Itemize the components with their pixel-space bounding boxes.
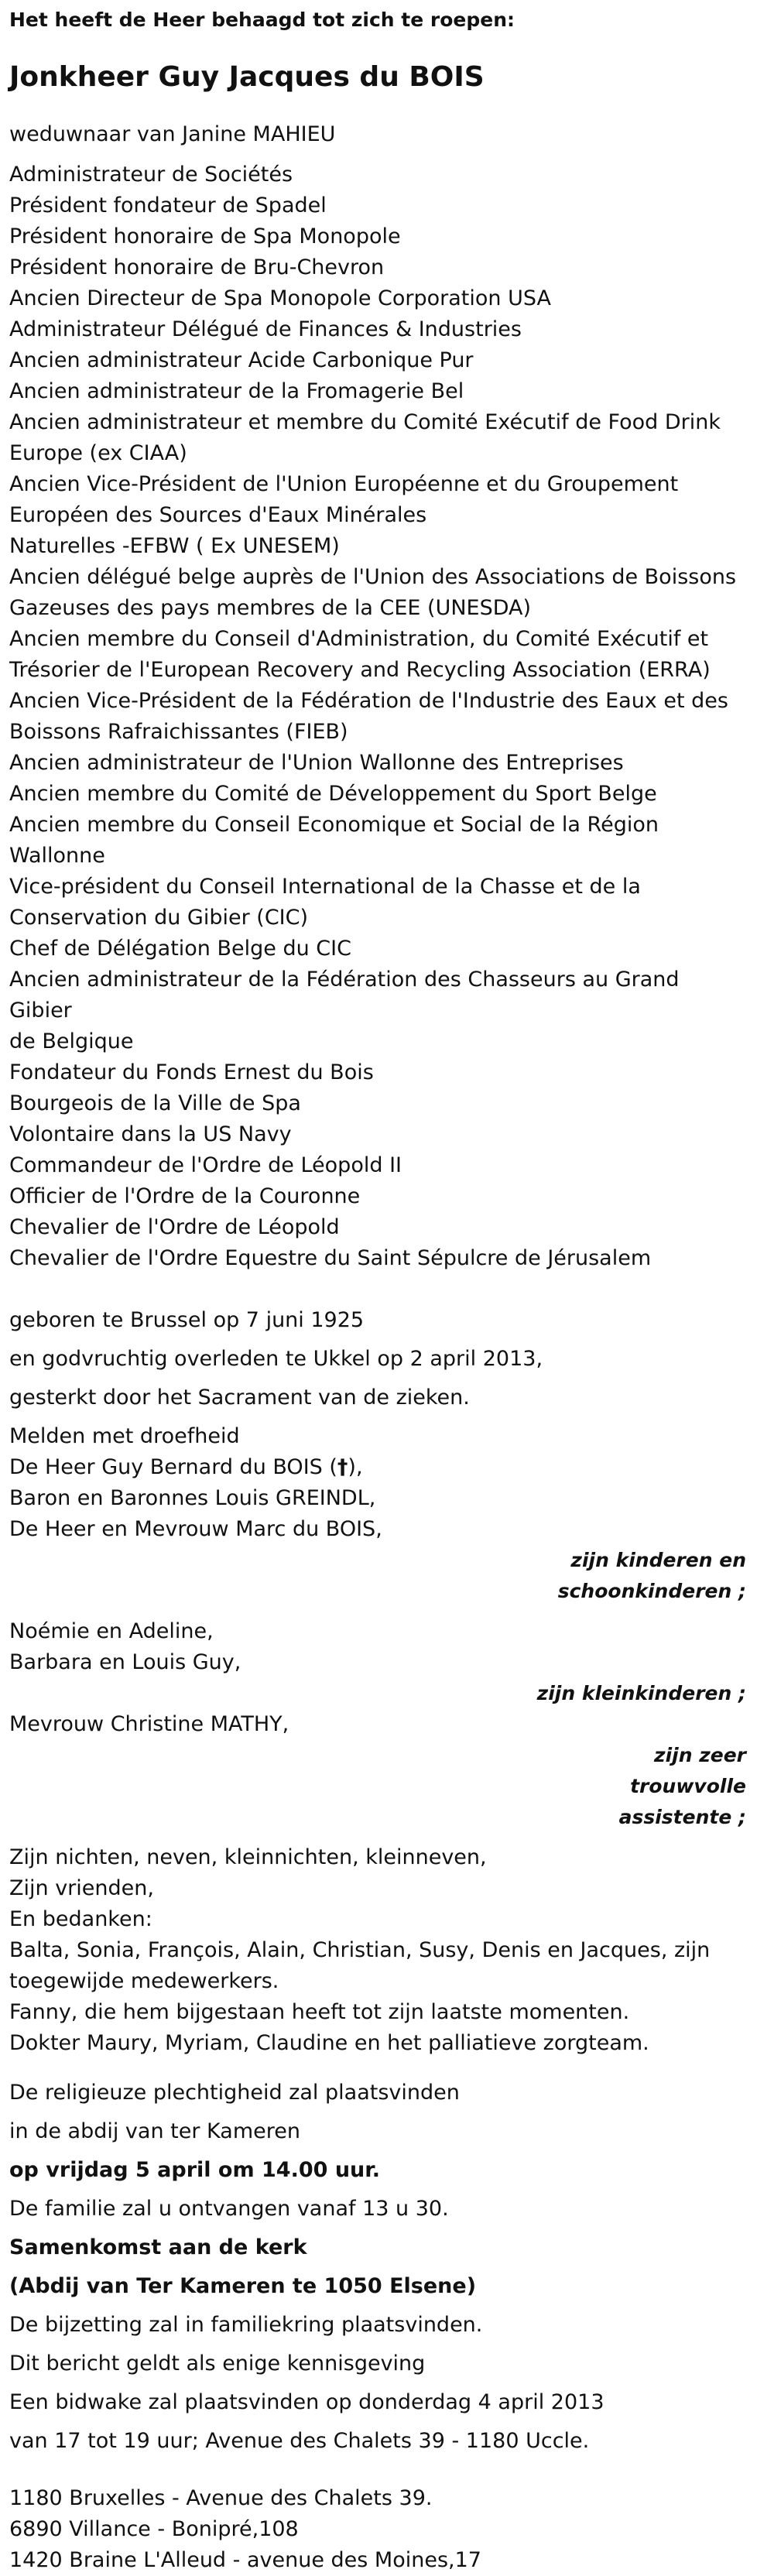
intro-text: Het heeft de Heer behaagd tot zich te roepen: — [9, 9, 515, 31]
title-line: Président honoraire de Bru-Chevron — [9, 255, 385, 279]
ceremony-line: in de abdij van ter Kameren — [9, 2119, 300, 2143]
title-line: Ancien administrateur de la Fromagerie Bel — [9, 379, 464, 403]
title-line: Ancien délégué belge auprès de l'Union des Associations de Boissons — [9, 565, 737, 589]
title-line: Ancien Vice-Président de la Fédération de l'Industrie des Eaux et des — [9, 689, 728, 713]
relatives-line: toegewijde medewerkers. — [9, 1969, 279, 1993]
title-line: Ancien administrateur de l'Union Wallonne des Entreprises — [9, 751, 624, 775]
grandchild-line: Noémie en Adeline, — [9, 1619, 214, 1643]
relatives-line: Dokter Maury, Myriam, Claudine en het palliatieve zorgteam. — [9, 2031, 649, 2055]
title-line: Boissons Rafraichissantes (FIEB) — [9, 720, 348, 744]
title-line: Ancien Directeur de Spa Monopole Corporation USA — [9, 286, 551, 310]
addresses-block — [9, 2483, 746, 2576]
ceremony-line: De religieuze plechtigheid zal plaatsvinden — [9, 2081, 460, 2105]
death-line: en godvruchtig overleden te Ukkel op 2 april 2013, — [9, 1347, 543, 1371]
assistant-label: assistente ; — [618, 1806, 746, 1828]
title-line: Naturelles -EFBW ( Ex UNESEM) — [9, 534, 340, 558]
assistant-line: Mevrouw Christine MATHY, — [9, 1712, 289, 1736]
title-line: Conservation du Gibier (CIC) — [9, 906, 309, 930]
title-line: Fondateur du Fonds Ernest du Bois — [9, 1060, 374, 1084]
child-line: Baron en Baronnes Louis GREINDL, — [9, 1486, 376, 1510]
children-label: zijn kinderen en — [570, 1549, 746, 1571]
ceremony-line-bold: op vrijdag 5 april om 14.00 uur. — [9, 2158, 380, 2182]
title-line: Président honoraire de Spa Monopole — [9, 224, 401, 248]
title-line: Ancien Vice-Président de l'Union Européenne et du Groupement — [9, 472, 679, 496]
grandchild-line: Barbara en Louis Guy, — [9, 1650, 241, 1674]
title-line: Gazeuses des pays membres de la CEE (UNESDA) — [9, 596, 532, 620]
grandchildren-label: zijn kleinkinderen ; — [536, 1682, 746, 1704]
title-line: Européen des Sources d'Eaux Minérales — [9, 503, 427, 527]
ceremony-block — [9, 2078, 746, 2457]
address-line: 1420 Braine L'Alleud - avenue des Moines,17 — [9, 2548, 481, 2572]
title-line: de Belgique — [9, 1029, 134, 1053]
title-line: Bourgeois de la Ville de Spa — [9, 1091, 301, 1115]
birth-line: geboren te Brussel op 7 juni 1925 — [9, 1308, 365, 1332]
ceremony-line: Een bidwake zal plaatsvinden op donderdag 4 april 2013 — [9, 2390, 604, 2414]
title-line: Europe (ex CIAA) — [9, 441, 187, 465]
title-line: Chevalier de l'Ordre Equestre du Saint Sépulcre de Jérusalem — [9, 1246, 652, 1270]
relatives-line: Zijn vrienden, — [9, 1876, 154, 1900]
deceased-name: Jonkheer Guy Jacques du BOIS — [9, 61, 485, 93]
child-line — [9, 1452, 746, 1483]
title-line: Ancien administrateur de la Fédération des Chasseurs au Grand Gibier — [9, 968, 680, 1023]
address-line: 1180 Bruxelles - Avenue des Chalets 39. — [9, 2486, 433, 2510]
assistant-label: trouwvolle — [630, 1775, 746, 1797]
title-line: Ancien membre du Conseil Economique et Social de la Région Wallonne — [9, 813, 659, 868]
title-line: Chef de Délégation Belge du CIC — [9, 937, 351, 961]
cross-icon: † — [337, 1455, 348, 1479]
assistant-label: zijn zeer — [654, 1744, 746, 1766]
title-line: Ancien membre du Comité de Développement du Sport Belge — [9, 782, 657, 806]
relatives-line: En bedanken: — [9, 1907, 152, 1931]
titles-list — [9, 159, 746, 1274]
title-line: Trésorier de l'European Recovery and Recycling Association (ERRA) — [9, 658, 711, 682]
widower-line: weduwnaar van Janine MAHIEU — [9, 122, 336, 146]
relatives-line: Balta, Sonia, François, Alain, Christian, Susy, Denis en Jacques, zijn — [9, 1938, 711, 1962]
ceremony-line: van 17 tot 19 uur; Avenue des Chalets 39 - 1180 Uccle. — [9, 2429, 590, 2453]
title-line: Vice-président du Conseil International de la Chasse et de la — [9, 875, 641, 899]
ceremony-line-bold: Samenkomst aan de kerk — [9, 2235, 307, 2259]
title-line: Chevalier de l'Ordre de Léopold — [9, 1215, 340, 1239]
ceremony-line-bold: (Abdij van Ter Kameren te 1050 Elsene) — [9, 2274, 477, 2298]
title-line: Commandeur de l'Ordre de Léopold II — [9, 1153, 402, 1177]
announce-line: Melden met droefheid — [9, 1424, 240, 1448]
ceremony-line: De bijzetting zal in familiekring plaatsvinden. — [9, 2313, 483, 2337]
title-line: Président fondateur de Spadel — [9, 194, 327, 218]
relatives-line: Zijn nichten, neven, kleinnichten, kleinneven, — [9, 1845, 487, 1869]
title-line: Administrateur Délégué de Finances & Industries — [9, 317, 522, 341]
sacrament-line: gesterkt door het Sacrament van de zieken. — [9, 1386, 470, 1410]
relatives-line: Fanny, die hem bijgestaan heeft tot zijn laatste momenten. — [9, 2000, 630, 2024]
ceremony-line: Dit bericht geldt als enige kennisgeving — [9, 2352, 426, 2376]
children-label: schoonkinderen ; — [557, 1580, 746, 1602]
child-line: De Heer en Mevrouw Marc du BOIS, — [9, 1517, 382, 1541]
title-line: Ancien administrateur Acide Carbonique Pur — [9, 348, 474, 372]
title-line: Officier de l'Ordre de la Couronne — [9, 1184, 361, 1208]
address-line: 6890 Villance - Bonipré,108 — [9, 2517, 299, 2541]
title-line: Ancien membre du Conseil d'Administration, du Comité Exécutif et — [9, 627, 709, 651]
child-name: De Heer Guy Bernard du BOIS ( — [9, 1455, 337, 1479]
ceremony-line: De familie zal u ontvangen vanaf 13 u 30. — [9, 2197, 449, 2221]
title-line: Ancien administrateur et membre du Comité Exécutif de Food Drink — [9, 410, 721, 434]
title-line: Volontaire dans la US Navy — [9, 1122, 292, 1146]
cross-suffix: ), — [348, 1455, 363, 1479]
title-line: Administrateur de Sociétés — [9, 163, 293, 187]
